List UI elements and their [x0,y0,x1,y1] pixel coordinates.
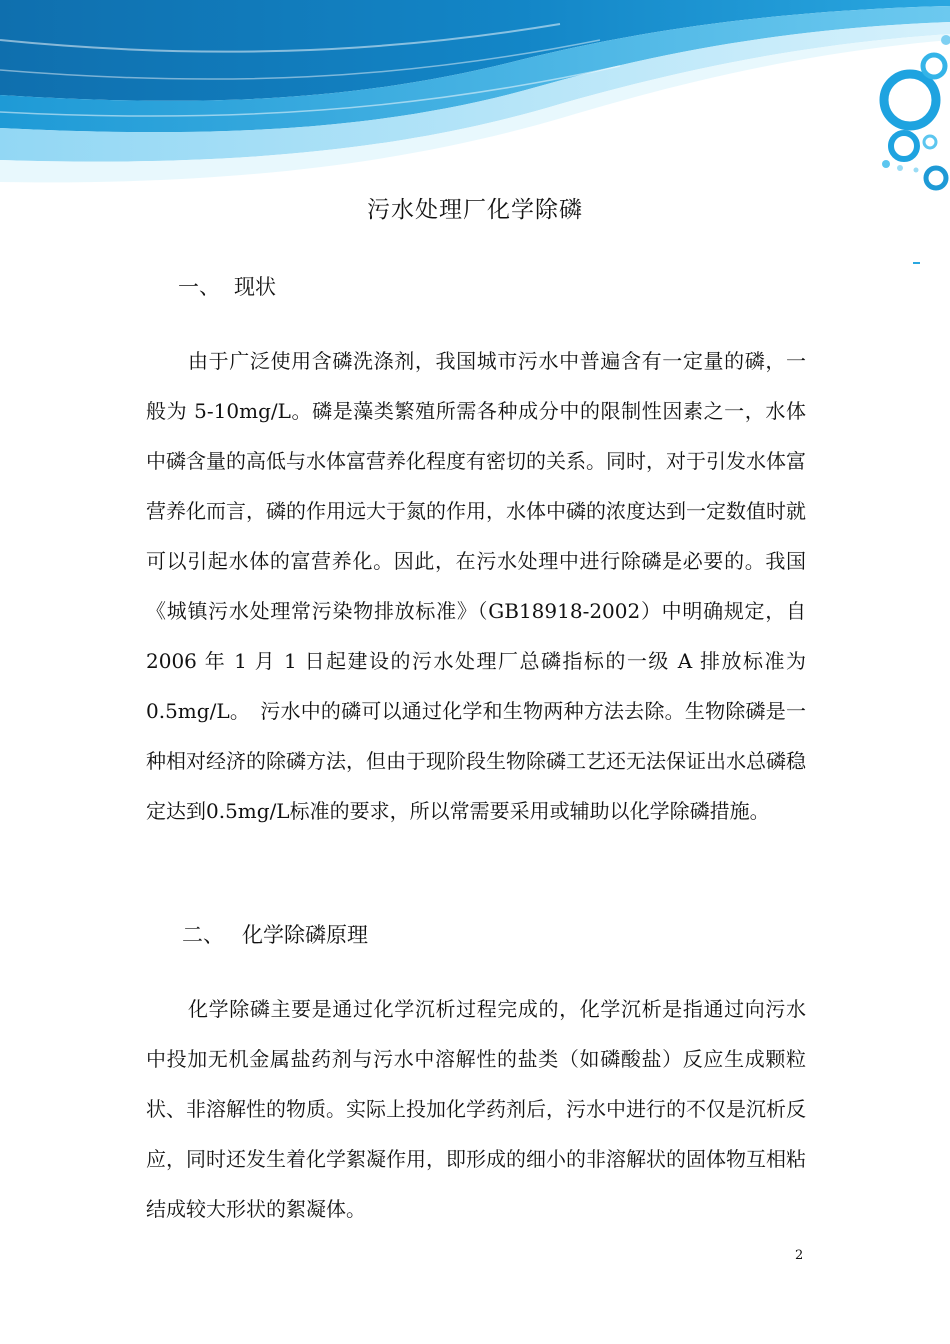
bubble-cluster-icon [882,35,950,188]
section-heading-1 [178,272,276,302]
page-number: 2 [795,1248,804,1263]
section-title: 化学除磷原理 [242,923,368,947]
paragraph-current-status: 由于广泛使用含磷洗涤剂，我国城市污水中普遍含有一定量的磷，一般为 5-10mg/L。磷是藻类繁殖所需各种成分中的限制性因素之一，水体中磷含量的高低与水体富营养化程度有密切的关系。同时，对于引发水体富营养化而言，磷的作用远大于氮的作用，水体中磷的浓度达到一定数值时就可以引起水体的富营养化。因此，在污水处理中进行除磷是必要的。我国《城镇污水处理常污染物排放标准》（GB18918-2002）中明确规定，自 2006 年 1 月 1 日起建设的污水处理厂总磷指标的一级 A 排放标准为 0.5mg/L。 污水中的磷可以通过化学和生物两种方法去除。生物除磷是一种相对经济的除磷方法，但由于现阶段生物除磷工艺还无法保证出水总磷稳定达到0.5mg/L标准的要求，所以常需要采用或辅助以化学除磷措施。 [146,349,806,823]
document-title: 污水处理厂化学除磷 [367,197,583,223]
section-heading-2 [182,920,368,950]
section-number: 一、 [178,275,220,299]
section-number: 二、 [182,923,224,947]
section-title: 现状 [234,275,276,299]
header-wave-banner-icon [0,0,950,270]
paragraph-principle: 化学除磷主要是通过化学沉析过程完成的，化学沉析是指通过向污水中投加无机金属盐药剂与污水中溶解性的盐类（如磷酸盐）反应生成颗粒状、非溶解性的物质。实际上投加化学药剂后，污水中进行的不仅是沉析反应，同时还发生着化学絮凝作用，即形成的细小的非溶解状的固体物互相粘结成较大形状的絮凝体。 [146,997,806,1221]
